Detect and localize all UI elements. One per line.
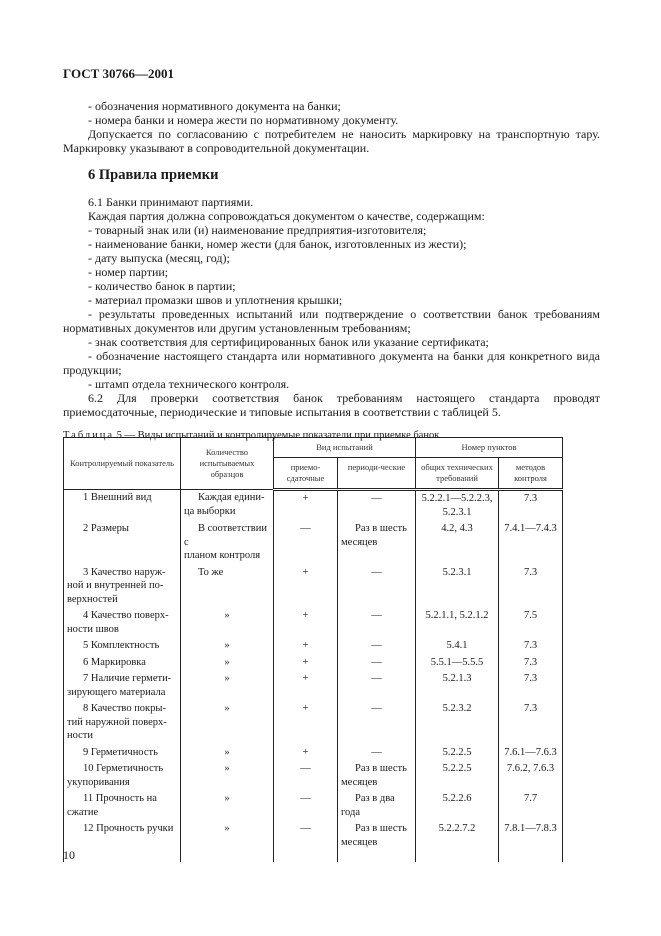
document-body xyxy=(63,99,600,443)
page-number: 10 xyxy=(63,848,75,862)
paragraph: - штамп отдела технического контроля. xyxy=(88,377,290,391)
table-row xyxy=(64,745,563,762)
samples-cell: В соответствии с планом контроля xyxy=(181,521,274,565)
periodic-cell: — xyxy=(338,671,416,701)
paragraph: Допускается по согласованию с потребителем не наносить маркировку на транспортную тару. Маркировку указывают в сопроводительной документации. xyxy=(63,127,600,155)
header-general: общих технических требований xyxy=(416,458,499,490)
indicator-cell: 11 Прочность на сжатие xyxy=(64,791,181,821)
paragraph: - знак соответствия для сертифицированных банок или указание сертификата; xyxy=(88,335,489,349)
indicator-cell: 2 Размеры xyxy=(64,521,181,565)
methods-cell: 7.3 xyxy=(499,671,563,701)
methods-cell: 7.3 xyxy=(499,490,563,522)
samples-cell: То же xyxy=(181,565,274,609)
acceptance-cell: + xyxy=(274,608,338,638)
paragraph: 6.1 Банки принимают партиями. xyxy=(88,195,254,209)
indicator-cell: 5 Комплектность xyxy=(64,638,181,655)
general-clauses-cell: 5.2.2.6 xyxy=(416,791,499,821)
paragraph: 6.2 Для проверки соответствия банок требованиям настоящего стандарта проводят приемосдаточные, периодические и типовые испытания в соответствии с таблицей 5. xyxy=(63,391,600,419)
acceptance-cell: + xyxy=(274,671,338,701)
general-clauses-cell: 5.2.2.5 xyxy=(416,745,499,762)
methods-cell: 7.6.2, 7.6.3 xyxy=(499,761,563,791)
acceptance-cell: — xyxy=(274,821,338,862)
indicator-cell: 9 Герметичность xyxy=(64,745,181,762)
table-row xyxy=(64,701,563,745)
paragraph: - результаты проведенных испытаний или подтверждение о соответствии банок требованиям нормативных документов или другим установленным требованиям; xyxy=(63,307,600,335)
header-samples: Количество испытываемых образцов xyxy=(181,438,274,490)
general-clauses-cell: 5.2.2.5 xyxy=(416,761,499,791)
periodic-cell: Раз в два года xyxy=(338,791,416,821)
table-row xyxy=(64,791,563,821)
table-row xyxy=(64,821,563,862)
header-methods: методов контроля xyxy=(499,458,563,490)
table-row xyxy=(64,638,563,655)
paragraph: - материал промазки швов и уплотнения крышки; xyxy=(88,293,343,307)
indicator-cell: 10 Герметичность укупоривания xyxy=(64,761,181,791)
acceptance-cell: + xyxy=(274,701,338,745)
samples-cell: » xyxy=(181,791,274,821)
general-clauses-cell: 4.2, 4.3 xyxy=(416,521,499,565)
samples-cell: » xyxy=(181,761,274,791)
paragraph: - наименование банки, номер жести (для банок, изготовленных из жести); xyxy=(88,237,467,251)
methods-cell: 7.8.1—7.8.3 xyxy=(499,821,563,862)
general-clauses-cell: 5.2.3.2 xyxy=(416,701,499,745)
indicator-cell: 6 Маркировка xyxy=(64,655,181,672)
acceptance-cell: — xyxy=(274,761,338,791)
table-row xyxy=(64,671,563,701)
section-paragraphs xyxy=(63,195,600,419)
general-clauses-cell: 5.2.2.1—5.2.2.3, 5.2.3.1 xyxy=(416,490,499,522)
table-row xyxy=(64,521,563,565)
general-clauses-cell: 5.2.1.3 xyxy=(416,671,499,701)
acceptance-tests-table xyxy=(63,437,563,862)
periodic-cell: — xyxy=(338,565,416,609)
samples-cell: » xyxy=(181,608,274,638)
samples-cell: » xyxy=(181,655,274,672)
table-row xyxy=(64,490,563,522)
samples-cell: » xyxy=(181,701,274,745)
indicator-cell: 7 Наличие гермети- зирующего материала xyxy=(64,671,181,701)
header-clause-numbers: Номер пунктов xyxy=(416,438,563,458)
table-caption-text: 5 — Виды испытаний и контролируемые показатели при приемке банок xyxy=(116,430,440,441)
general-clauses-cell: 5.2.3.1 xyxy=(416,565,499,609)
samples-cell: » xyxy=(181,745,274,762)
samples-cell: » xyxy=(181,821,274,862)
paragraph: - количество банок в партии; xyxy=(88,279,236,293)
periodic-cell: — xyxy=(338,655,416,672)
acceptance-cell: + xyxy=(274,490,338,522)
acceptance-cell: — xyxy=(274,791,338,821)
header-periodic: периоди-ческие xyxy=(338,458,416,490)
periodic-cell: — xyxy=(338,608,416,638)
methods-cell: 7.6.1—7.6.3 xyxy=(499,745,563,762)
acceptance-cell: + xyxy=(274,565,338,609)
acceptance-cell: — xyxy=(274,521,338,565)
periodic-cell: — xyxy=(338,638,416,655)
indicator-cell: 4 Качество поверх- ности швов xyxy=(64,608,181,638)
table-row xyxy=(64,565,563,609)
methods-cell: 7.3 xyxy=(499,701,563,745)
samples-cell: » xyxy=(181,638,274,655)
periodic-cell: — xyxy=(338,745,416,762)
table-row xyxy=(64,608,563,638)
methods-cell: 7.5 xyxy=(499,608,563,638)
general-clauses-cell: 5.5.1—5.5.5 xyxy=(416,655,499,672)
paragraph: - номера банки и номера жести по нормативному документу. xyxy=(88,113,399,127)
samples-cell: » xyxy=(181,671,274,701)
indicator-cell: 12 Прочность ручки xyxy=(64,821,181,862)
paragraph: - обозначения нормативного документа на банки; xyxy=(88,99,341,113)
samples-cell: Каждая едини- ца выборки xyxy=(181,490,274,522)
paragraph: - товарный знак или (и) наименование предприятия-изготовителя; xyxy=(88,223,427,237)
table-row xyxy=(64,655,563,672)
paragraph: - номер партии; xyxy=(88,265,169,279)
periodic-cell: — xyxy=(338,701,416,745)
paragraph: - обозначение настоящего стандарта или нормативного документа на банки для конкретного вида продукции; xyxy=(63,349,600,377)
general-clauses-cell: 5.2.2.7.2 xyxy=(416,821,499,862)
periodic-cell: — xyxy=(338,490,416,522)
general-clauses-cell: 5.2.1.1, 5.2.1.2 xyxy=(416,608,499,638)
section-title: 6 Правила приемки xyxy=(88,167,219,183)
paragraph: Каждая партия должна сопровождаться документом о качестве, содержащим: xyxy=(88,209,485,223)
header-indicator: Контролируемый показатель xyxy=(64,438,181,490)
acceptance-cell: + xyxy=(274,638,338,655)
table-body xyxy=(64,490,563,863)
methods-cell: 7.3 xyxy=(499,638,563,655)
indicator-cell: 1 Внешний вид xyxy=(64,490,181,522)
periodic-cell: Раз в шесть месяцев xyxy=(338,821,416,862)
methods-cell: 7.7 xyxy=(499,791,563,821)
header-test-type: Вид испытаний xyxy=(274,438,416,458)
methods-cell: 7.3 xyxy=(499,655,563,672)
methods-cell: 7.3 xyxy=(499,565,563,609)
indicator-cell: 8 Качество покры- тий наружной поверх- ности xyxy=(64,701,181,745)
paragraph: - дату выпуска (месяц, год); xyxy=(88,251,230,265)
general-clauses-cell: 5.4.1 xyxy=(416,638,499,655)
header-acceptance: приемо-сдаточные xyxy=(274,458,338,490)
acceptance-cell: + xyxy=(274,655,338,672)
acceptance-cell: + xyxy=(274,745,338,762)
periodic-cell: Раз в шесть месяцев xyxy=(338,761,416,791)
indicator-cell: 3 Качество наруж- ной и внутренней по- верхностей xyxy=(64,565,181,609)
table-caption-label: Таблица xyxy=(63,430,115,441)
document-header: ГОСТ 30766—2001 xyxy=(63,66,175,81)
table-row xyxy=(64,761,563,791)
methods-cell: 7.4.1—7.4.3 xyxy=(499,521,563,565)
periodic-cell: Раз в шесть месяцев xyxy=(338,521,416,565)
